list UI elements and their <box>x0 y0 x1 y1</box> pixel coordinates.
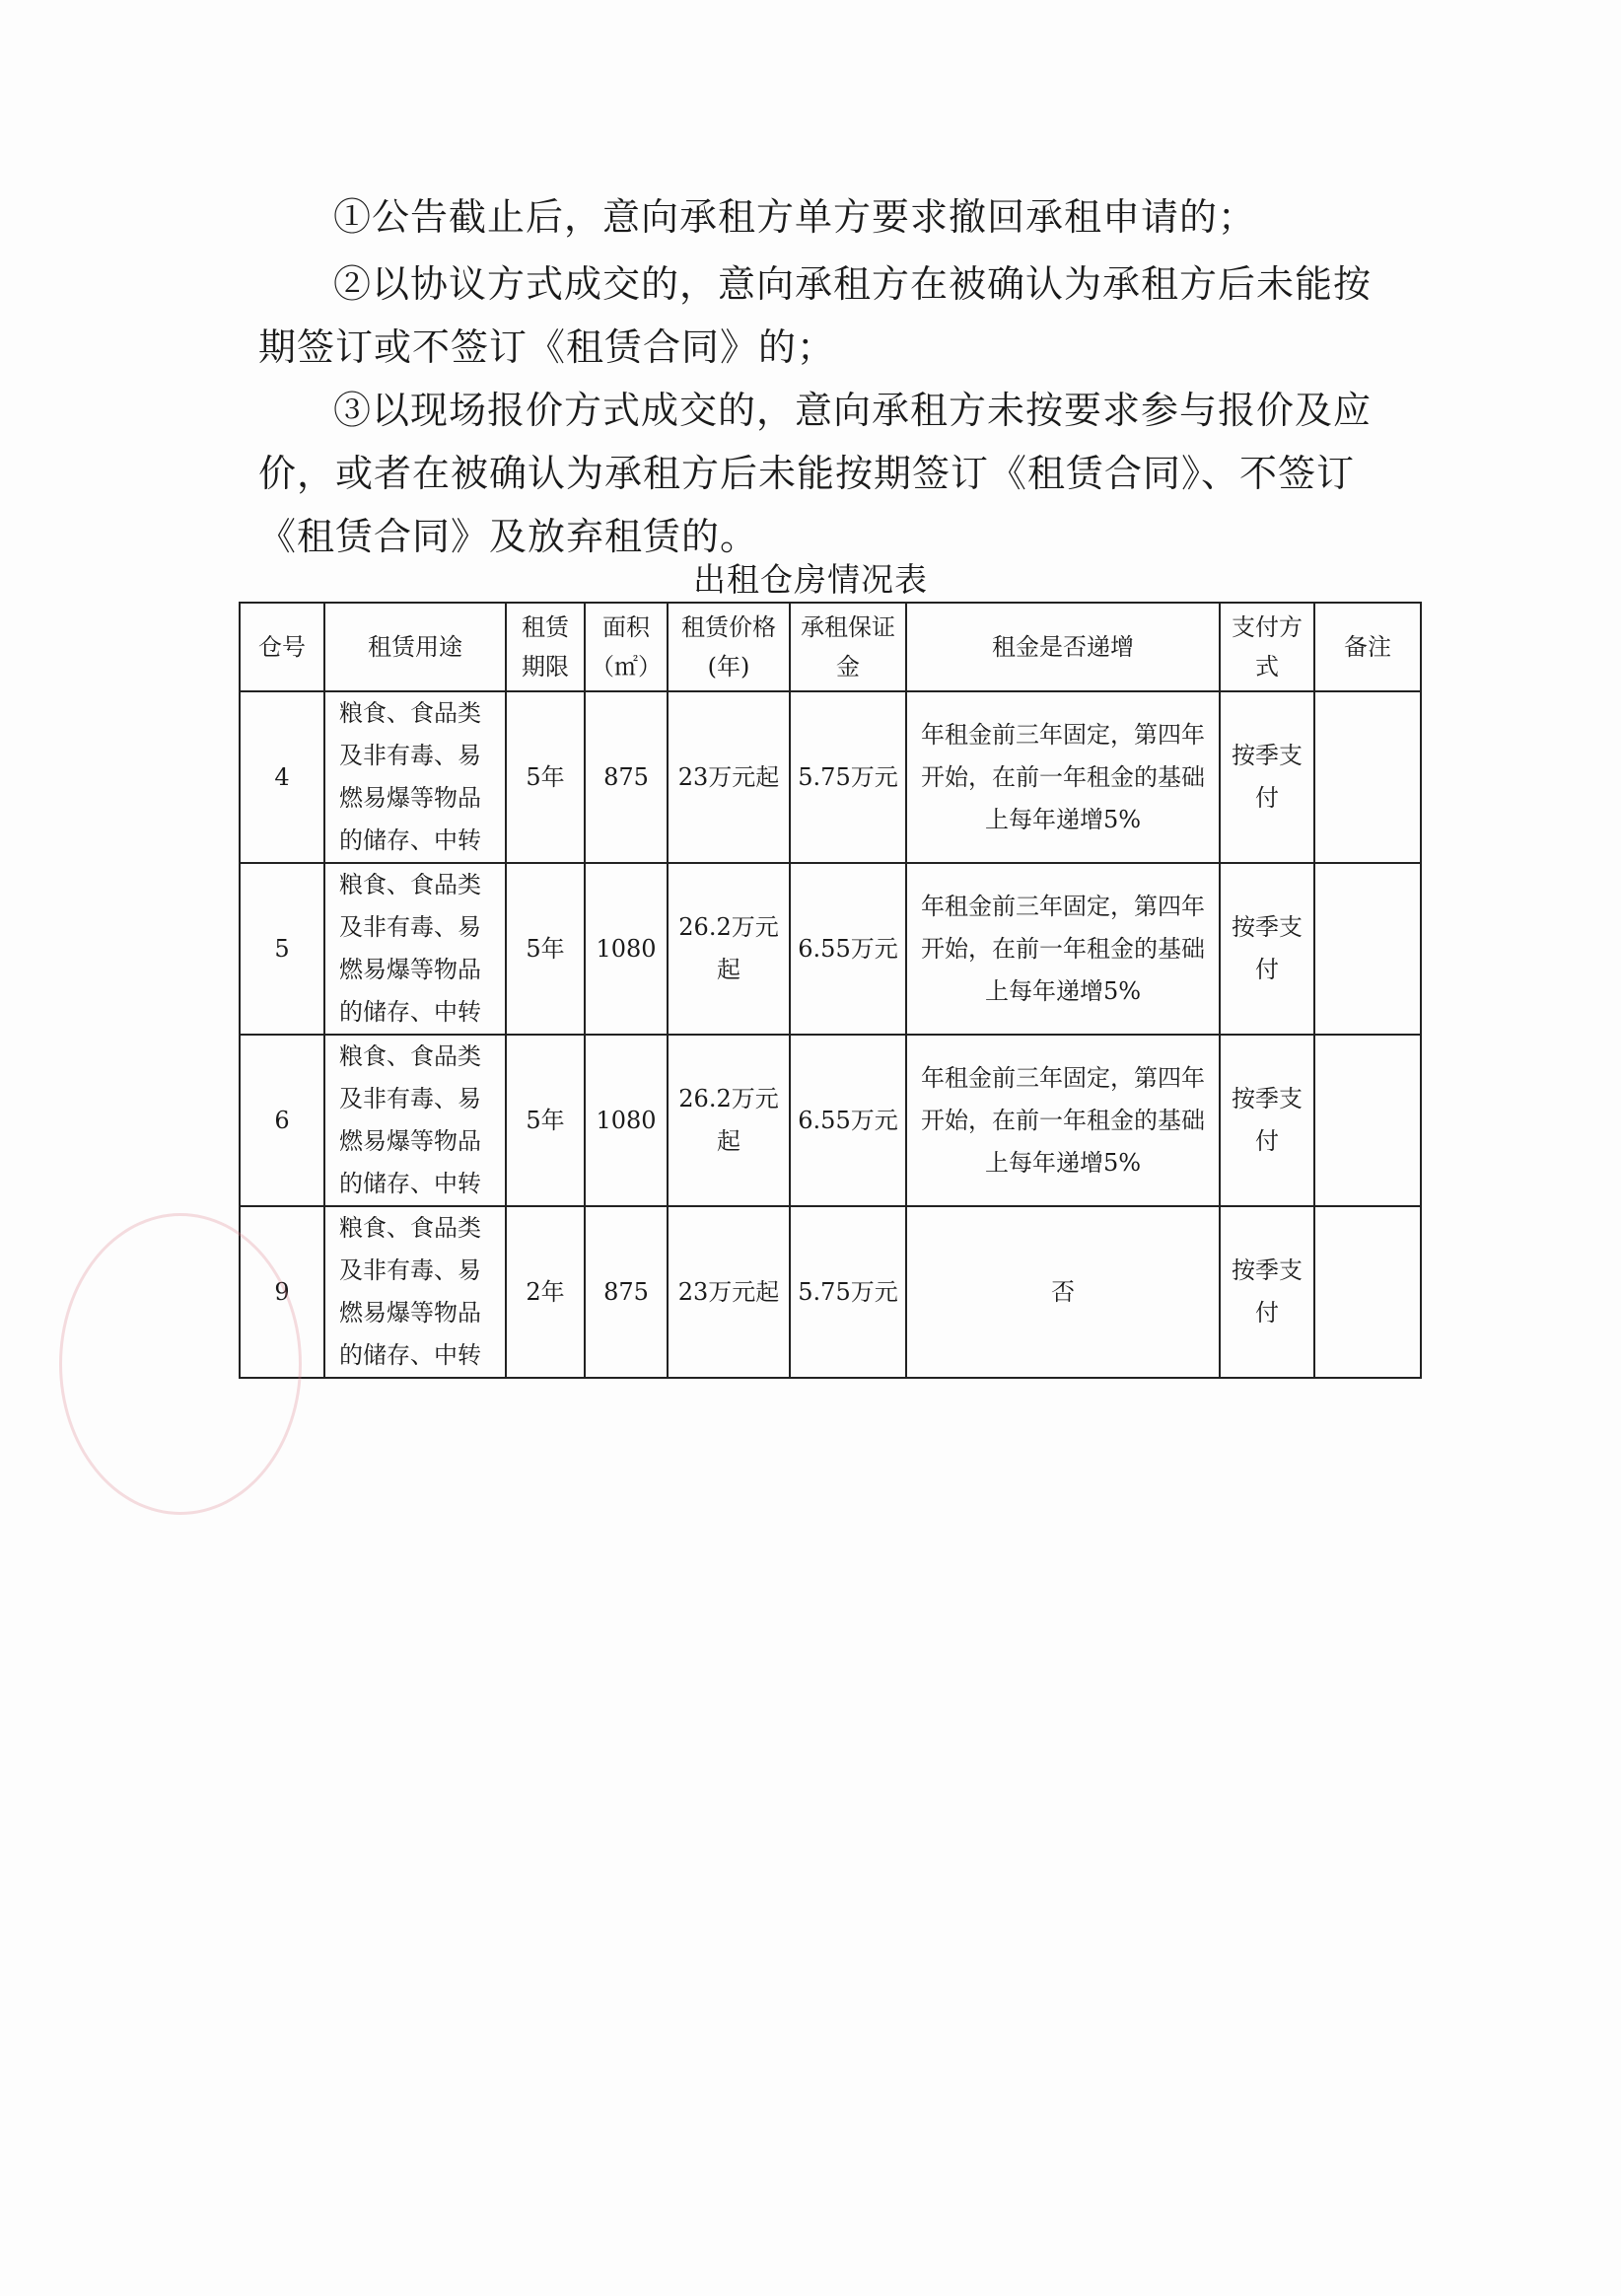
cell-deposit: 5.75万元 <box>790 691 906 863</box>
cell-remark <box>1314 863 1421 1035</box>
warehouse-rental-table <box>239 602 1422 1379</box>
cell-use: 粮食、食品类及非有毒、易燃易爆等物品的储存、中转 <box>324 1035 506 1206</box>
cell-deposit: 6.55万元 <box>790 863 906 1035</box>
cell-use: 粮食、食品类及非有毒、易燃易爆等物品的储存、中转 <box>324 691 506 863</box>
cell-no: 9 <box>240 1206 324 1378</box>
cell-term: 5年 <box>506 691 585 863</box>
cell-remark <box>1314 1035 1421 1206</box>
cell-payment: 按季支付 <box>1220 1035 1314 1206</box>
header-use: 租赁用途 <box>324 603 506 691</box>
table-header-row <box>240 603 1421 691</box>
header-increase: 租金是否递增 <box>906 603 1220 691</box>
cell-payment: 按季支付 <box>1220 1206 1314 1378</box>
table-row <box>240 863 1421 1035</box>
cell-area: 875 <box>585 691 668 863</box>
cell-increase: 否 <box>906 1206 1220 1378</box>
cell-deposit: 6.55万元 <box>790 1035 906 1206</box>
cell-price: 23万元起 <box>668 691 790 863</box>
cell-area: 875 <box>585 1206 668 1378</box>
cell-increase: 年租金前三年固定，第四年开始，在前一年租金的基础上每年递增5% <box>906 691 1220 863</box>
header-price: 租赁价格(年) <box>668 603 790 691</box>
header-warehouse-no: 仓号 <box>240 603 324 691</box>
table-title: 出租仓房情况表 <box>693 560 928 599</box>
clause-1: ①公告截止后，意向承租方单方要求撤回承租申请的； <box>333 195 1257 239</box>
cell-no: 4 <box>240 691 324 863</box>
cell-no: 6 <box>240 1035 324 1206</box>
cell-term: 5年 <box>506 863 585 1035</box>
cell-no: 5 <box>240 863 324 1035</box>
cell-area: 1080 <box>585 863 668 1035</box>
cell-price: 26.2万元起 <box>668 863 790 1035</box>
cell-price: 26.2万元起 <box>668 1035 790 1206</box>
cell-use: 粮食、食品类及非有毒、易燃易爆等物品的储存、中转 <box>324 863 506 1035</box>
cell-remark <box>1314 691 1421 863</box>
cell-increase: 年租金前三年固定，第四年开始，在前一年租金的基础上每年递增5% <box>906 863 1220 1035</box>
table-row <box>240 1206 1421 1378</box>
header-payment: 支付方式 <box>1220 603 1314 691</box>
cell-payment: 按季支付 <box>1220 691 1314 863</box>
cell-deposit: 5.75万元 <box>790 1206 906 1378</box>
cell-term: 2年 <box>506 1206 585 1378</box>
table-row <box>240 691 1421 863</box>
cell-term: 5年 <box>506 1035 585 1206</box>
cell-use: 粮食、食品类及非有毒、易燃易爆等物品的储存、中转 <box>324 1206 506 1378</box>
cell-remark <box>1314 1206 1421 1378</box>
header-term: 租赁期限 <box>506 603 585 691</box>
cell-price: 23万元起 <box>668 1206 790 1378</box>
clause-3: ③以现场报价方式成交的，意向承租方未按要求参与报价及应价，或者在被确认为承租方后未能按期签订《租赁合同》、不签订《租赁合同》及放弃租赁的。 <box>258 389 1373 558</box>
cell-increase: 年租金前三年固定，第四年开始，在前一年租金的基础上每年递增5% <box>906 1035 1220 1206</box>
header-deposit: 承租保证金 <box>790 603 906 691</box>
table-row <box>240 1035 1421 1206</box>
cell-payment: 按季支付 <box>1220 863 1314 1035</box>
header-area: 面积（㎡） <box>585 603 668 691</box>
clause-2: ②以协议方式成交的，意向承租方在被确认为承租方后未能按期签订或不签订《租赁合同》的； <box>258 262 1373 369</box>
header-remark: 备注 <box>1314 603 1421 691</box>
cell-area: 1080 <box>585 1035 668 1206</box>
